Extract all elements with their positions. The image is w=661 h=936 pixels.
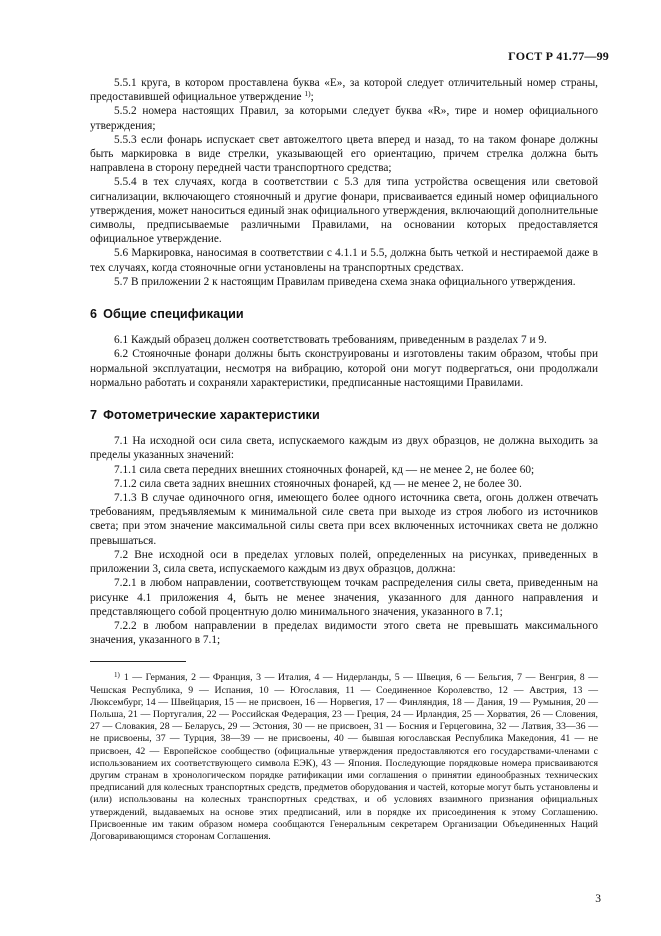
footnote-text: 1 — Германия, 2 — Франция, 3 — Италия, 4 — Нидерланды, 5 — Швеция, 6 — Бельгия, 7 — Венгрия, 8 — Чешская Республика, 9 — Испания, 10 — Югославия, 11 — Соединенное Королевство, 12 — Австрия, 13 — Люксембург, 14 — Швейцария, 15 — не присвоен, 16 — Норвегия, 17 — Финляндия, 18 — Дания, 19 — Румыния, 20 — Польша, 21 — Португалия, 22 — Российская Федерация, 23 — Греция, 24 — Ирландия, 25 — Хорватия, 26 — Словения, 27 — Словакия, 28 — Беларусь, 29 — Эстония, 30 — не присвоен, 31 — Босния и Герцеговина, 32 — Латвия, 33—36 — не присвоены, 37 — Турция, 38—39 — не присвоены, 40 — бывшая югославская Республика Македония, 41 — не присвоен, 42 — Европейское сообщество (официальные утверждения предоставляются его государствами-членами с использованием их соответствующего символа ЕЭК), 43 — Япония. Последующие порядковые номера присваиваются другим странам в хронологическом порядке ратификации ими соглашения о принятии единообразных технических предписаний для колесных транспортных средств, предметов оборудования и частей, которые могут быть установлены и (или) использованы на колесных транспортных средствах, и об условиях взаимного признания официальных утверждений, выдаваемых на основе этих предписаний, или в порядке их присоединения к этому Соглашению. Присвоенные им таким образом номера сообщаются Генеральным секретарем Организации Объединенных Наций Договаривающимся сторонам Соглашения. xyxy=(90,672,598,842)
footnote-ref[interactable]: 1) xyxy=(304,89,311,99)
paragraph-5-5-1: 5.5.1 круга, в котором проставлена буква «Е», за которой следует отличительный номер страны, предоставившей официальное утверждение $^{1)}$; xyxy=(90,77,598,104)
paragraph-5-5-3: 5.5.3 если фонарь испускает свет автожелтого цвета вперед и назад, то на таком фонаре должны быть маркировка в виде стрелки, указывающей его ориентацию, причем стрелка должна быть направлена в сторону передней части транспортного средства; xyxy=(90,133,598,175)
page-number: 3 xyxy=(595,893,601,905)
section-6-heading: 6 Общие спецификации xyxy=(90,307,244,322)
paragraph-7-1-3: 7.1.3 В случае одиночного огня, имеющего более одного источника света, огонь должен отвечать требованиям, предъявляемым к минимальной силе света при выходе из строя любого из источников света; при этом значение максимальной силы света при всех включенных источниках света не должно превышаться. xyxy=(90,492,598,547)
paragraph-6-2: 6.2 Стояночные фонари должны быть сконструированы и изготовлены таким образом, чтобы при нормальной эксплуатации, несмотря на вибрацию, которой они могут подвергаться, они продолжали нормально работать и сохраняли характеристики, предписанные настоящими Правилами. xyxy=(90,348,598,389)
paragraph-5-5-2: 5.5.2 номера настоящих Правил, за которыми следует буква «R», тире и номер официального утверждения; xyxy=(90,105,598,132)
paragraph-7-2: 7.2 Вне исходной оси в пределах угловых полей, определенных на рисунках, приведенных в приложении 3, сила света, испускаемого каждым из двух образцов, должна: xyxy=(90,548,598,576)
paragraph-6-1: 6.1 Каждый образец должен соответствовать требованиям, приведенным в разделах 7 и 9. xyxy=(114,334,547,347)
section-7-heading: 7 Фотометрические характеристики xyxy=(90,408,320,423)
footnote-separator xyxy=(90,661,186,662)
main-content xyxy=(90,76,598,843)
paragraph-7-1-2: 7.1.2 сила света задних внешних стояночных фонарей, кд — не менее 2, не более 30. xyxy=(114,477,522,490)
paragraph-5-6: 5.6 Маркировка, наносимая в соответствии с 4.1.1 и 5.5, должна быть четкой и нестираемой даже в тех случаях, когда стояночные огни установлены на транспортных средствах. xyxy=(90,247,598,274)
paragraph-7-1: 7.1 На исходной оси сила света, испускаемого каждым из двух образцов, не должна выходить за пределы указанных значений: xyxy=(90,435,598,462)
paragraph-7-1-1: 7.1.1 сила света передних внешних стояночных фонарей, кд — не менее 2, не более 60; xyxy=(114,463,535,476)
footnote xyxy=(90,672,598,843)
footnote-marker: 1) xyxy=(114,671,120,680)
paragraph-5-5-4: 5.5.4 в тех случаях, когда в соответствии с 5.3 для типа устройства освещения или световой сигнализации, включающего стояночный и другие фонари, присваивается единый номер официального утверждения, может наноситься единый знак официального утверждения, включающий дополнительные символы, предписываемые различными Правилами, на основании которых предоставляется официальное утверждение. xyxy=(90,176,599,246)
paragraph-5-7: 5.7 В приложении 2 к настоящим Правилам приведена схема знака официального утверждения. xyxy=(114,275,576,288)
standard-header: ГОСТ Р 41.77—99 xyxy=(508,49,609,63)
paragraph-7-2-2: 7.2.2 в любом направлении в пределах видимости этого света не превышать максимального значения, указанного в 7.1; xyxy=(90,619,598,647)
paragraph-7-2-1: 7.2.1 в любом направлении, соответствующем точкам распределения силы света, приведенным на рисунке 4.1 приложения 4, быть не менее значения, указанного для данного направления и представляющего собой процентную долю минимального значения, указанного в 7.1; xyxy=(90,577,598,618)
